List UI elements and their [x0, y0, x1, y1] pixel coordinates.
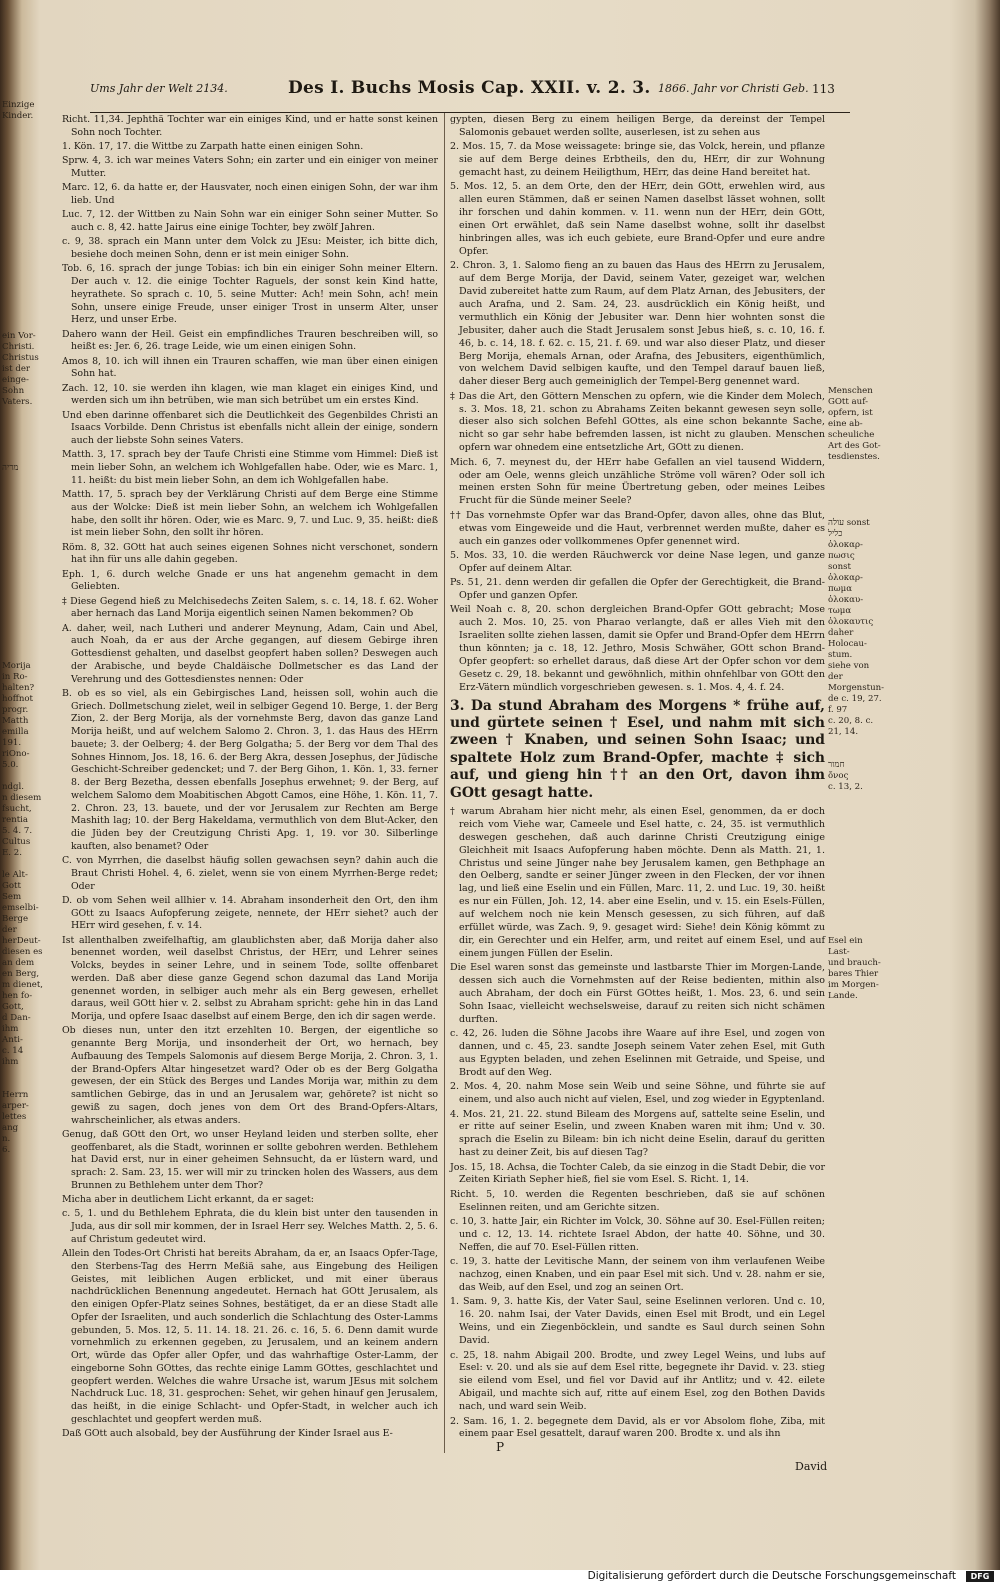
margin-note-line — [2, 232, 56, 243]
column-divider — [444, 113, 445, 1453]
text-paragraph: ‡ Das die Art, den Göttern Menschen zu opfern, wie die Kinder dem Molech, s. 3. Mos. 18, 21. schon zu Abrahams Zeiten bekannt gewesen seyn solle, dieser also sich solchen Befehl GOttes, als eine schon bekannte Sache, nicht so gar sehr habe befremden lassen, ist nicht zu glauben. Menschen opfern war ohnedem eine entsetzliche Art, GOtt zu dienen. — [450, 390, 825, 454]
margin-note-line: en Berg, — [2, 969, 40, 979]
text-paragraph: Ist allenthalben zweifelhaftig, am glaublichsten aber, daß Morija daher also benennet worden, weil daselbst Christus, der HErr, und Lehrer seines Volcks, beydes in seiner Lehre, und in seinem Tode, sollte offenbaret werden. Daß aber diese ganze Gegend schon dazumal das Land Morija genennet worden, in selbiger auch mehr als ein Berg gewesen, erhellet daraus, weil GOtt hier v. 2. selbst zu Abraham spricht: gehe hin in das Land Morija, und opfere Isaac daselbst auf einem Berge, den ich dir sagen werde. — [62, 934, 438, 1022]
margin-note-line: Gott, — [2, 1002, 24, 1012]
header-rule — [90, 112, 850, 113]
margin-note-line: hen fo- — [2, 991, 33, 1001]
margin-note-line — [828, 837, 886, 848]
margin-note-line: 191. — [2, 738, 22, 748]
text-paragraph: Amos 8, 10. ich will ihnen ein Trauren schaffen, wie man über einen einigen Sohn hat. — [62, 355, 438, 380]
text-paragraph: 1. Sam. 9, 3. hatte Kis, der Vater Saul, seine Eselinnen verloren. Und c. 10, 16. 20. nahm Isai, der Vater Davids, einen Esel mit Brodt, und ein Legel Weins, und ein Ziegenböcklein, und sandte es Saul durch seinen Sohn David. — [450, 1296, 825, 1347]
text-paragraph: B. ob es so viel, als ein Gebirgisches Land, heissen soll, wohin auch die Griech. Dollmetschung zielet, weil in selbiger Gegend 10. Berge, 1. der Berg Zion, 2. der Berg Morija, als der vornehmste Berg, davon das ganze Land Morija heißt, und auf welchem Salomo 2. Chron. 3, 1. das Haus des HErrn bauete; 3. der Oelberg; 4. der Berg Golgatha; 5. der Berg vor dem Thal des Sohnes Hinnom, Jos. 18, 16. 6. der Berg Akra, dessen Josephus, der Jüdische Geschicht-Schreiber gedencket; und 7. der Berg Gihon, 1. Kön. 1, 33. ferner 8. der Berg Bezetha, dessen ebenfalls Josephus erwehnet; 9. der Berg, auf welchem Salomo dem Moabitischen Abgott Camos, eine Höhe, 1. Kön. 11, 7. 2. Chron. 23, 13. bauete, und der vor Jerusalem zur Rechten am Berge Mashith lag; 10. der Berg Hakeldama, vermuthlich von dem Blut-Acker, den die Jüden bey der Creutzigung Christi Apg. 1, 19. vor 30. Silberlinge kauften, also benamet? Oder — [62, 687, 438, 852]
text-paragraph: Die Esel waren sonst das gemeinste und lastbarste Thier im Morgen-Lande, dessen sich auch die Vornehmsten auf der Reise bedienten, mithin also auch Abraham, der doch ein Fürst GOttes heißt, 1. Mos. 23, 6. und sein Sohn Isaac, vielleicht wechselsweise, darauf zu reiten sich nicht schämen durften. — [450, 962, 825, 1025]
margin-note-line: c. 13, 2. — [828, 782, 863, 792]
margin-note-line: riOno- — [2, 749, 30, 759]
margin-note-line: Einzige — [2, 100, 35, 110]
header-left: Ums Jahr der Welt 2134. — [90, 82, 228, 95]
margin-note-line: hoffnot — [2, 694, 33, 704]
text-paragraph: 2. Mos. 15, 7. da Mose weissagete: bringe sie, das Volck, herein, und pflanze sie auf dem Berge deines Erbtheils, den du, HErr, dir zur Wohnung gemacht hast, zu deinem Heiligthum, HErr, das deine Hand bereitet hat. — [450, 141, 825, 179]
margin-note-line: כליל — [828, 529, 843, 539]
margin-note-line: ὁλοκαυ- — [828, 595, 864, 605]
margin-note-line: Anti- — [2, 1035, 23, 1045]
margin-note-line — [2, 606, 56, 617]
text-paragraph: Tob. 6, 16. sprach der junge Tobias: ich bin ein einiger Sohn meiner Eltern. Der auch v. 12. die einige Tochter Raguels, der sonst kein Kind hatte, heyrathete. So sprach c. 10, 5. seine Mutter: Ach! mein Sohn, ach! mein Sohn, unsere einige Freude, unser einiger Trost in unserm Alter, unser Herz, und unser Erbe. — [62, 263, 438, 326]
text-paragraph: c. 10, 3. hatte Jair, ein Richter im Volck, 30. Söhne auf 30. Esel-Füllen reiten; und c. 12, 13. 14. richtete Israel Abdon, der hatte 40. Söhne, und 30. Neffen, die auf 70. Esel-Füllen ritten. — [450, 1216, 825, 1253]
text-paragraph: 5. Mos. 12, 5. an dem Orte, den der HErr, dein GOtt, erwehlen wird, aus allen euren Stämmen, daß er seinen Namen daselbst lässet wohnen, sollt ihr forschen und dahin kommen. v. 11. wenn nun der HErr, dein GOtt, einen Ort erwählet, daß sein Name daselbst wohne, sollt ihr daselbst hinbringen alles, was ich euch gebiete, eure Brand-Opfer und eure andre Opfer. — [450, 181, 825, 257]
margin-note-line: tesdienstes. — [828, 452, 880, 462]
margin-note-line — [2, 518, 56, 529]
margin-note-line — [2, 122, 56, 133]
margin-note-line — [828, 738, 886, 749]
text-paragraph: Mich. 6, 7. meynest du, der HErr habe Gefallen an viel tausend Widdern, oder am Oele, wenns gleich unzähliche Ströme voll wären? Oder soll ich meinen ersten Sohn für meine Übertretung geben, oder meines Leibes Frucht für die Sünde meiner Seele? — [450, 456, 825, 507]
margin-note-line — [2, 551, 56, 562]
margin-note-line — [828, 793, 886, 804]
margin-note-line: Morija — [2, 661, 31, 671]
text-paragraph: 5. Mos. 33, 10. die werden Räuchwerck vor deine Nase legen, und ganze Opfer auf deinem Altar. — [450, 549, 825, 574]
text-paragraph: ‡ Diese Gegend hieß zu Melchisedechs Zeiten Salem, s. c. 14, 18. f. 62. Woher aber hernach das Land Morija eigentlich seinen Namen bekommen? Ob — [62, 595, 438, 620]
margin-note-line: einge- — [2, 375, 29, 385]
margin-note-line — [2, 452, 56, 463]
margin-note-line: Matth — [2, 716, 29, 726]
margin-note-line: lettes — [2, 1112, 27, 1122]
margin-note-line — [2, 639, 56, 650]
margin-note-line: מריה — [2, 463, 19, 473]
margin-note-line — [2, 859, 56, 870]
margin-note-line — [2, 595, 56, 606]
margin-note-line: emilla — [2, 727, 29, 737]
margin-note-line: E. 2. — [2, 848, 22, 858]
margin-note-line: ein Vor- — [2, 331, 36, 341]
margin-note-line — [2, 133, 56, 144]
margin-note-line — [828, 463, 886, 474]
margin-note-line: c. 20, 8. c. 21, 14. — [828, 716, 874, 737]
margin-note-line: und brauch- — [828, 958, 881, 968]
margin-note-line — [828, 507, 886, 518]
margin-note-line — [828, 848, 886, 859]
margin-note-line — [2, 441, 56, 452]
margin-note-line — [828, 826, 886, 837]
margin-note-line: ang — [2, 1123, 19, 1133]
margin-note-line: עולה sonst — [828, 518, 870, 528]
text-paragraph: Matth. 3, 17. sprach bey der Taufe Christi eine Stimme vom Himmel: Dieß ist mein lieber Sohn, an welchem ich Wohlgefallen habe. Oder, wie es Marc. 1, 11. heißt: du bist mein lieber Sohn, an dem ich Wohlgefallen habe. — [62, 449, 438, 486]
margin-note-line: fsucht, — [2, 804, 32, 814]
text-paragraph: Daß GOtt auch alsobald, bey der Ausführung der Kinder Israel aus E- — [62, 1428, 393, 1439]
left-text-column — [62, 114, 438, 1442]
margin-note-line: emselbi- — [2, 903, 39, 913]
margin-note-line — [2, 408, 56, 419]
margin-note-line: Morgenstun- — [828, 683, 885, 693]
margin-note-line — [828, 815, 886, 826]
margin-note-line: Kinder. — [2, 111, 34, 121]
text-paragraph: Marc. 12, 6. da hatte er, der Hausvater, noch einen einigen Sohn, der war ihm lieb. Und — [62, 182, 438, 206]
right-margin-notes — [828, 386, 886, 1002]
margin-note-line — [2, 573, 56, 584]
text-paragraph: Allein den Todes-Ort Christi hat bereits Abraham, da er, an Isaacs Opfer-Tage, den Sterbens-Tag des Herrn Meßiä sahe, aus Eingebung des Heiligen Geistes, mit leiblichen Augen erblicket, und mit einer überaus nachdrücklichen Benennung angedeutet. Hernach hat GOtt Jerusalem, als den einigen Opfer-Platz seines Sohnes, bestätiget, da er an diese Stadt alle Opfer der Israeliten, und auch sonderlich die Schlachtung des Oster-Lamms gebunden, 5. Mos. 12, 5. 11. 14. 18. 21. 26. c. 16, 5. 6. Denn damit wurde vornehmlich zu erkennen gegeben, zu Jerusalem, und an keinem andern Ort, würde das Opfer aller Opfer, und das wahrhaftige Oster-Lamm, der eingeborne Sohn GOttes, das rechte einige Lamm GOttes, geschlachtet und geopfert werden. Welches die wahre Ursache ist, warum JEsus mit solchem Nachdruck Luc. 18, 31. gesprochen: Sehet, wir gehen hinauf gen Jerusalem, das heißt, in die einige Schlacht- und Opfer-Stadt, in welcher auch ich geschlachtet und geopfert werden muß. — [62, 1248, 438, 1425]
text-paragraph: c. 19, 3. hatte der Levitische Mann, der seinem von ihm verlaufenen Weibe nachzog, einen Knaben, und ein paar Esel mit sich. Und v. 28. nahm er sie, das Weib, auf den Esel, und zog an seinen Ort. — [450, 1256, 825, 1294]
margin-note-line — [828, 892, 886, 903]
text-paragraph: 1. Kön. 17, 17. die Wittbe zu Zarpath hatte einen einigen Sohn. — [62, 141, 364, 152]
margin-note-line — [2, 265, 56, 276]
margin-note-line: Cultus — [2, 837, 31, 847]
margin-note-line: der — [2, 925, 17, 935]
margin-note-line: n. — [2, 1134, 11, 1144]
margin-note-line: חמור — [828, 760, 845, 770]
margin-note-line — [828, 496, 886, 507]
text-paragraph: c. 25, 18. nahm Abigail 200. Brodte, und zwey Legel Weins, und lubs auf Esel: v. 20. und als sie auf dem Esel ritte, begegnete ihr David. v. 23. stieg sie eilend vom Esel, und fiel vor David auf ihr Antlitz; und v. 42. eilete Abigail, und machte sich auf, ritte auf einem Esel, zog den Bothen Davids nach, und ward sein Weib. — [450, 1349, 825, 1413]
margin-note-line: Sem — [2, 892, 22, 902]
text-paragraph: 4. Mos. 21, 21. 22. stund Bileam des Morgens auf, sattelte seine Eselin, und er ritte auf seiner Eselin, und zween Knaben waren mit ihm; Und v. 30. sprach die Eselin zu Bileam: bin ich nicht deine Eselin, darauf du geritten hast zu deiner Zeit, bis auf diesen Tag? — [450, 1108, 825, 1159]
margin-note-line: d Dan- — [2, 1013, 31, 1023]
margin-note-line: Lande. — [828, 991, 858, 1001]
margin-note-line: siehe von der — [828, 661, 870, 682]
margin-note-line: progr. — [2, 705, 29, 715]
margin-note-line — [2, 199, 56, 210]
margin-note-line — [828, 749, 886, 760]
text-paragraph: C. von Myrrhen, die daselbst häufig sollen gewachsen seyn? dahin auch die Braut Christi Hohel. 4, 6. zielet, wenn sie von einem Myrrhen-Berge redet; Oder — [62, 855, 438, 892]
text-paragraph: Matth. 17, 5. sprach bey der Verklärung Christi auf dem Berge eine Stimme aus der Wolcke: Dieß ist mein lieber Sohn, an welchem ich Wohlgefallen habe, den sollt ihr hören. Oder, wie es Marc. 9, 7. und Luc. 9, 35. heißt: dieß ist mein lieber Sohn, den sollt ihr hören. — [62, 489, 438, 539]
margin-note-line: Gott — [2, 881, 21, 891]
margin-note-line: c. 14 — [2, 1046, 24, 1056]
margin-note-line: Sohn — [2, 386, 25, 396]
margin-note-line — [828, 474, 886, 485]
margin-note-line: GOtt auf- — [828, 397, 868, 407]
margin-note-line: Menschen — [828, 386, 873, 396]
text-paragraph: c. 5, 1. und du Bethlehem Ephrata, die du klein bist unter den tausenden in Juda, aus dir soll mir kommen, der in Israel Herr sey. Welches Matth. 2, 5. 6. auf Christum gedeutet wird. — [62, 1208, 438, 1245]
dfg-logo: DFG — [966, 1571, 994, 1582]
text-paragraph: Ob dieses nun, unter den itzt erzehlten 10. Bergen, der eigentliche so genannte Berg Morija, und insonderheit der Ort, wo hernach, bey Aufbauung des Tempels Salomonis auf diesem Berge Morija, 2. Chron. 3, 1. der Brand-Opfers Altar hingesetzet ward? Oder ob es der Berg Golgatha gewesen, der ein Stück des Berges und Landes Morija war, mithin zu dem samtlichen Gebirge, das in und an Jerusalem war, gehörete? ist nicht so gewiß zu sagen, doch jenes von dem Ort des Brand-Opfers-Altars, wahrscheinlicher, als etwas anders. — [62, 1025, 438, 1126]
margin-note-line: ihm — [2, 1024, 19, 1034]
margin-note-line — [828, 925, 886, 936]
margin-note-line: τωμα — [828, 606, 852, 616]
margin-note-line — [2, 166, 56, 177]
margin-note-line — [828, 881, 886, 892]
margin-note-line: Art des Got- — [828, 441, 881, 451]
text-paragraph: 2. Chron. 3, 1. Salomo fieng an zu bauen das Haus des HErrn zu Jerusalem, auf dem Berge Morija, der David, seinem Vater, gezeiget war, welchen David zubereitet hatte zum Raum, auf dem Platz Arnan, des Jebusiters, der auch Arafna, und 2. Sam. 24, 23. ausdrücklich ein König heißt, und vermuthlich ein König der Jebusiter war. Denn hier wohnten sonst die Jebusiter, daher auch die Stadt Jerusalem sonst Jebus hieß, s. c. 10, 16. f. 46, b. c. 14, 18. f. 62. c. 15, 21. f. 69. und war also dieser Platz, und dieser Berg Morija, ehemals Arnan, oder Arafna, des Jebusiters, eigenthümlich, von welchem David selbigen kaufte, und den Tempel darauf bauen ließ, daher dieser Berg auch gemeiniglich der Tempel-Berg genennet ward. — [450, 260, 825, 388]
margin-note-line — [2, 309, 56, 320]
margin-note-line — [2, 474, 56, 485]
text-paragraph: Luc. 7, 12. der Wittben zu Nain Sohn war ein einiger Sohn seiner Mutter. So auch c. 8, 42. hatte Jairus eine einige Tochter, bey zwölf Jahren. — [62, 209, 438, 233]
text-paragraph: A. daher, weil, nach Lutheri und anderer Meynung, Adam, Cain und Abel, auch Noah, da er aus der Arche gegangen, auf diesem Gebirge ihren Gottesdienst gehalten, und daselbst geopfert haben sollen? Deswegen auch der Arabische, und beyde Chaldäische Dollmetscher es das Land der Verehrung und des Gottesdienstes nennen: Oder — [62, 622, 438, 685]
margin-note-line: herDeut- — [2, 936, 41, 946]
margin-note-line — [2, 221, 56, 232]
margin-note-line: 6. — [2, 1145, 11, 1155]
text-paragraph: 2. Mos. 4, 20. nahm Mose sein Weib und seine Söhne, und führte sie auf einem, und also auch nicht auf vielen, Esel, und zog wieder in Egyptenland. — [450, 1081, 825, 1106]
margin-note-line: im Morgen- — [828, 980, 879, 990]
text-paragraph: Zach. 12, 10. sie werden ihn klagen, wie man klaget ein einiges Kind, und werden sich um ihn betrüben, wie man sich betrübet um ein erstes Kind. — [62, 382, 438, 407]
margin-note-line — [2, 210, 56, 221]
margin-note-line: diesen es — [2, 947, 43, 957]
margin-note-line — [2, 771, 56, 782]
text-paragraph: c. 9, 38. sprach ein Mann unter dem Volck zu JEsu: Meister, ich bitte dich, besiehe doch meinen Sohn, denn er ist mein einiger Sohn. — [62, 236, 438, 260]
text-paragraph: †† Das vornehmste Opfer war das Brand-Opfer, davon alles, ohne das Blut, etwas vom Eingeweide und die Haut, verbrennet werden mußte, daher es auch ein ganzes oder vollkommenes Opfer genennet wird. — [450, 509, 825, 547]
margin-note-line: 5. 4. 7. — [2, 826, 33, 836]
margin-note-line: Esel ein Last- — [828, 936, 863, 957]
text-paragraph: 3. Da stund Abraham des Morgens * frühe auf, und gürtete seinen † Esel, und nahm mit sich zween † Knaben, und seinen Sohn Isaac; und spaltete Holz zum Brand-Opfer, machte ‡ sich auf, und gieng hin †† an den Ort, davon ihm GOtt gesagt hatte. — [450, 697, 825, 801]
page-number: 113 — [812, 82, 835, 96]
header-title: Des I. Buchs Mosis Cap. XXII. v. 2. 3. — [288, 78, 651, 98]
margin-note-line: bares Thier — [828, 969, 879, 979]
margin-note-line: Christi. — [2, 342, 35, 352]
margin-note-line — [2, 144, 56, 155]
margin-note-line — [2, 1068, 56, 1079]
text-paragraph: Röm. 8, 32. GOtt hat auch seines eigenen Sohnes nicht verschonet, sondern hat ihn für uns alle dahin gegeben. — [62, 541, 438, 566]
text-paragraph: Genug, daß GOtt den Ort, wo unser Heyland leiden und sterben sollte, eher geoffenbaret, als die Stadt, worinnen er sollte gebohren werden. Bethlehem hat David erst, nur in einer geheimen Sehnsucht, da er lüstern ward, und sprach: 2. Sam. 23, 15. wer will mir zu trincken holen des Wassers, aus dem Brunnen zu Bethlehem unter dem Thor? — [62, 1128, 438, 1191]
margin-note-line — [2, 529, 56, 540]
margin-note-line: rentia — [2, 815, 29, 825]
margin-note-line — [2, 298, 56, 309]
margin-note-line: πωμα — [828, 584, 853, 594]
margin-note-line — [2, 243, 56, 254]
digitization-credit: Digitalisierung gefördert durch die Deutsche Forschungsgemeinschaft — [587, 1570, 956, 1582]
text-paragraph: c. 42, 26. luden die Söhne Jacobs ihre Waare auf ihre Esel, und zogen von dannen, und c. 45, 23. sandte Joseph seinem Vater zehen Esel, mit Guth aus Egypten beladen, und zehen Eselinnen mit Getraide, und Speise, und Brodt auf den Weg. — [450, 1028, 825, 1078]
margin-note-line — [2, 562, 56, 573]
margin-note-line: Vaters. — [2, 397, 33, 407]
margin-note-line: ὁλοκαρ- — [828, 573, 863, 583]
margin-note-line: scheuliche — [828, 430, 875, 440]
margin-note-line — [828, 804, 886, 815]
margin-note-line: πωσις — [828, 551, 855, 561]
margin-note-line: eine ab- — [828, 419, 863, 429]
running-header — [60, 78, 835, 108]
margin-note-line — [828, 485, 886, 496]
margin-note-line: ndgl. — [2, 782, 25, 792]
margin-note-line — [2, 1079, 56, 1090]
text-paragraph: Eph. 1, 6. durch welche Gnade er uns hat angenehm gemacht in dem Geliebten. — [62, 568, 438, 593]
margin-note-line — [2, 287, 56, 298]
margin-note-line — [2, 254, 56, 265]
margin-note-line: halten? — [2, 683, 35, 693]
left-margin-notes — [2, 100, 56, 1156]
margin-note-line: Christus — [2, 353, 39, 363]
margin-note-line — [2, 628, 56, 639]
margin-note-line: ist der — [2, 364, 31, 374]
margin-note-line — [828, 903, 886, 914]
margin-note-line: daher — [828, 628, 854, 638]
text-paragraph: Richt. 5, 10. werden die Regenten beschrieben, daß sie auf schönen Eselinnen reiten, und am Gerichte sitzen. — [450, 1188, 825, 1213]
text-paragraph: 2. Sam. 16, 1. 2. begegnete dem David, als er vor Absolom flohe, Ziba, mit einem paar Esel gesattelt, darauf waren 200. Brodte x. und als ihn — [450, 1415, 825, 1440]
margin-note-line: stum. — [828, 650, 853, 660]
margin-note-line: in Ro- — [2, 672, 28, 682]
margin-note-line — [828, 859, 886, 870]
text-paragraph: Jos. 15, 18. Achsa, die Tochter Caleb, da sie einzog in die Stadt Debir, die vor Zeiten Kiriath Sepher hieß, fiel sie vom Esel. S. Richt. 1, 14. — [450, 1161, 825, 1186]
margin-note-line: le Alt- — [2, 870, 28, 880]
margin-note-line: Herrn — [2, 1090, 29, 1100]
text-paragraph: gypten, diesen Berg zu einem heiligen Berge, da dereinst der Tempel Salomonis gebauet werden sollte, auserlesen, ist zu sehen aus — [450, 114, 825, 138]
margin-note-line — [2, 540, 56, 551]
margin-note-line — [2, 430, 56, 441]
text-paragraph: Ps. 51, 21. denn werden dir gefallen die Opfer der Gerechtigkeit, die Brand-Opfer und ganzen Opfer. — [450, 577, 825, 602]
text-paragraph: Weil Noah c. 8, 20. schon dergleichen Brand-Opfer GOtt gebracht; Mose auch 2. Mos. 10, 25. von Pharao verlangte, daß er alles Vieh mit den Israeliten sollte ziehen lassen, damit sie Opfer und Brand-Opfer dem HErrn thun könnten; ja c. 18, 12. Jethro, Mosis Schwäher, GOtt schon Brand-Opfer geopfert: so erhellet daraus, daß diese Art der Opfer schon vor dem Gesetz c. 29, 18. bekannt und gewöhnlich, mithin ohnfehlbar von GOtt den Erz-Vätern mündlich vorgeschrieben gewesen. s. 1. Mos. 4, 4. f. 24. — [450, 604, 825, 693]
margin-note-line: de c. 19, 27. f. 97 — [828, 694, 882, 715]
margin-note-line: 5.0. — [2, 760, 19, 770]
margin-note-line: n diesem — [2, 793, 42, 803]
margin-note-line: sonst — [828, 562, 851, 572]
margin-note-line — [2, 419, 56, 430]
margin-note-line — [828, 914, 886, 925]
text-paragraph: D. ob vom Sehen weil allhier v. 14. Abraham insonderheit den Ort, den ihm GOtt zu Isaacs Aufopferung zeigete, nennete, der HErr siehet? auch der HErr wird gesehen, f. v. 14. — [62, 894, 438, 932]
margin-note-line — [2, 177, 56, 188]
text-paragraph: Richt. 11,34. Jephthä Tochter war ein einiges Kind, und er hatte sonst keinen Sohn noch Tochter. — [62, 114, 438, 138]
margin-note-line: ὄνος — [828, 771, 849, 781]
margin-note-line: opfern, ist — [828, 408, 873, 418]
margin-note-line: m dienet, — [2, 980, 44, 990]
text-paragraph: Dahero wann der Heil. Geist ein empfindliches Trauren beschreiben will, so heißt es: Jer. 6, 26. trage Leide, wie um einen einigen Sohn. — [62, 328, 438, 353]
signature-mark: P — [496, 1440, 505, 1454]
margin-note-line: Berge — [2, 914, 29, 924]
margin-note-line: Holocau- — [828, 639, 867, 649]
margin-note-line: an dem — [2, 958, 35, 968]
margin-note-line: ihm — [2, 1057, 19, 1067]
margin-note-line — [2, 276, 56, 287]
text-paragraph: Micha aber in deutlichem Licht erkannt, da er saget: — [62, 1194, 314, 1205]
margin-note-line — [2, 496, 56, 507]
header-right: 1866. Jahr vor Christi Geb. — [658, 82, 809, 95]
margin-note-line: arper- — [2, 1101, 29, 1111]
margin-note-line: ὁλοκαυτις — [828, 617, 874, 627]
margin-note-line — [2, 584, 56, 595]
text-paragraph: Und eben darinne offenbaret sich die Deutlichkeit des Gegenbildes Christi an Isaacs Vorbilde. Denn Christus ist ebenfalls nicht allein der einige, sondern auch der liebste Sohn seines Vaters. — [62, 409, 438, 446]
margin-note-line: ὁλοκαρ- — [828, 540, 863, 550]
margin-note-line — [2, 155, 56, 166]
margin-note-line — [2, 650, 56, 661]
margin-note-line — [2, 507, 56, 518]
text-paragraph: Sprw. 4, 3. ich war meines Vaters Sohn; ein zarter und ein einiger von meiner Mutter. — [62, 155, 438, 179]
margin-note-line — [2, 485, 56, 496]
text-paragraph: † warum Abraham hier nicht mehr, als einen Esel, genommen, da er doch reich vom Viehe war, Cameele und Esel hatte, c. 24, 35. ist vermuthlich deswegen geschehen, daß auch darinne Christi Creutzigung einige Gleichheit mit Isaacs Aufopferung haben möchte. Denn als Matth. 21, 1. Christus und seine Jünger nahe bey Jerusalem kamen, gen Bethphage an den Oelberg, sandte er seiner Jünger zween in den Flecken, der vor ihnen lag, und ließ eine Eselin und ein Füllen, Marc. 11, 2. und Luc. 19, 30. heißt es nur ein Füllen, Joh. 12, 14. aber eine Eselin, und v. 15. ein Esels-Füllen, auf welchem noch nie kein Mensch gesessen, zu sich führen, auf daß erfüllet würde, was Zach. 9, 9. gesaget wird: Siehe! dein König kömmt zu dir, ein Gerechter und ein Helfer, arm, und reitet auf einem Esel, und auf einem jungen Füllen der Eselin. — [450, 806, 825, 959]
margin-note-line — [2, 188, 56, 199]
catchword: David — [795, 1460, 828, 1473]
margin-note-line — [2, 320, 56, 331]
margin-note-line — [2, 617, 56, 628]
right-text-column — [450, 114, 825, 1443]
margin-note-line — [828, 870, 886, 881]
